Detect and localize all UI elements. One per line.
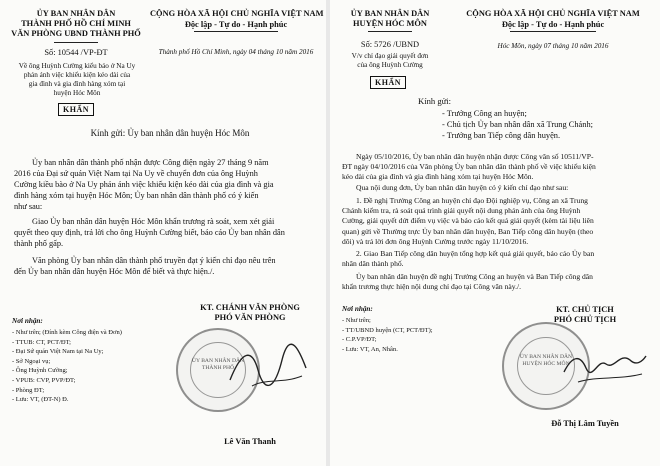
recipient-item: - C.P.VP/ĐT; bbox=[342, 336, 377, 344]
agency-line-1: ỦY BAN NHÂN DÂN bbox=[350, 9, 430, 18]
document-subject bbox=[334, 52, 446, 70]
agency-line-2: HUYỆN HÓC MÔN bbox=[353, 19, 427, 28]
body-line: thành phố gấp. bbox=[14, 239, 64, 248]
addressee-item: - Trưởng ban Tiếp công dân huyện. bbox=[442, 131, 561, 140]
signature-title: KT. CHỦ TỊCH bbox=[556, 305, 614, 314]
subject-line: của ông Huỳnh Cường bbox=[357, 61, 423, 69]
body-line: Cường, giải quyết dứt điểm vụ việc và báo cáo kết quả giải quyết (kèm tài liệu liên bbox=[342, 216, 594, 226]
subject-line: gia đình và gia đình hàng xóm tại bbox=[28, 80, 126, 88]
national-motto-title: CỘNG HÒA XÃ HỘI CHỦ NGHĨA VIỆT NAM bbox=[150, 9, 324, 18]
body-line: 1. Đề nghị Trưởng Công an huyện chỉ đạo Đội nghiệp vụ, Công an xã Trung bbox=[356, 196, 588, 205]
agency-line bbox=[6, 9, 146, 39]
recipients-title: Nơi nhận: bbox=[12, 317, 43, 325]
greeting-label: Kính gửi: bbox=[418, 96, 452, 106]
addressee-list bbox=[442, 108, 593, 141]
document-date: Hóc Môn, ngày 07 tháng 10 năm 2016 bbox=[497, 42, 609, 50]
body-line: Ủy ban nhân dân huyện đề nghị Trưởng Công an huyện và Ban Tiếp công dân bbox=[356, 272, 593, 281]
recipient-item: - Như trên; (Đính kèm Công điện và Đơn) bbox=[12, 329, 122, 336]
recipient-item: - Như trên; bbox=[342, 317, 371, 324]
body-paragraph-3 bbox=[342, 196, 654, 247]
recipient-item: - Sở Ngoại vụ; bbox=[12, 357, 51, 365]
body-paragraph-5 bbox=[342, 272, 654, 292]
document-number: Số: 5726 /UBND bbox=[360, 40, 420, 49]
recipient-item: - TTUB: CT, PCT/ĐT; bbox=[12, 338, 71, 346]
body-line: Ngày 05/10/2016, Ủy ban nhân dân huyện nhận được Công văn số 10511/VP- bbox=[356, 152, 594, 161]
national-motto-sub: Độc lập - Tự do - Hạnh phúc bbox=[184, 20, 288, 29]
body-line: nhân dân thành phố. bbox=[342, 259, 404, 269]
body-line: ĐT ngày 04/10/2016 của Văn phòng Ủy ban nhân dân thành phố về việc khiếu kiện bbox=[342, 162, 596, 172]
urgent-label: KHẨN bbox=[370, 76, 406, 89]
signature-subtitle: PHÓ CHỦ TỊCH bbox=[553, 315, 617, 324]
body-line: quan) gửi về Thường trực Ủy ban nhân dân huyện, Ban Tiếp công dân huyện (theo bbox=[342, 226, 594, 236]
signature-subtitle: PHÓ VĂN PHÒNG bbox=[214, 313, 286, 322]
stamp-text: ỦY BAN NHÂN DÂN bbox=[191, 358, 245, 364]
urgent-label: KHẨN bbox=[58, 103, 94, 116]
national-motto-sub: Độc lập - Tự do - Hạnh phúc bbox=[501, 20, 605, 29]
document-number: Số: 10544 /VP-ĐT bbox=[44, 48, 108, 57]
national-motto-title: CỘNG HÒA XÃ HỘI CHỦ NGHĨA VIỆT NAM bbox=[466, 9, 640, 18]
document-date: Thành phố Hồ Chí Minh, ngày 04 tháng 10 năm 2016 bbox=[158, 48, 314, 56]
document-right bbox=[330, 0, 660, 466]
addressee-item: - Trưởng Công an huyện; bbox=[442, 109, 527, 118]
body-line: Chánh kiểm tra, rà soát quá trình giải quyết nội dung phản ánh của ông Huỳnh bbox=[342, 206, 581, 216]
recipient-item: - Ông Huỳnh Cường; bbox=[12, 367, 68, 375]
recipient-item: - Lưu: VT, An, Nhân. bbox=[342, 345, 398, 353]
body-line: Ủy ban nhân dân thành phố nhận được Công điện ngày 27 tháng 9 năm bbox=[32, 158, 269, 167]
stamp-text: ỦY BAN NHÂN DÂN bbox=[519, 354, 573, 360]
body-paragraph-1 bbox=[14, 157, 314, 212]
handwritten-signature bbox=[222, 340, 312, 400]
body-line: 2. Giao Ban Tiếp công dân huyện tổng hợp kết quả giải quyết, báo cáo Ủy ban bbox=[356, 249, 595, 258]
recipients-list bbox=[342, 316, 433, 354]
body-line: Văn phòng Ủy ban nhân dân thành phố truyền đạt ý kiến chỉ đạo nêu trên bbox=[32, 256, 276, 265]
greeting: Kính gửi: Ủy ban nhân dân huyện Hóc Môn bbox=[90, 128, 250, 138]
recipients-list bbox=[12, 328, 122, 405]
body-paragraph-2 bbox=[342, 183, 654, 193]
body-line: khẩn trương thực hiện nội dung chỉ đạo tại Công văn này./. bbox=[342, 282, 521, 292]
body-line: quyết theo quy định, trả lời cho ông Huỳnh Cường biết, báo cáo Ủy ban nhân dân bbox=[14, 228, 285, 237]
body-paragraph-2 bbox=[14, 216, 314, 249]
agency-line-3: VĂN PHÒNG UBND THÀNH PHỐ bbox=[11, 29, 141, 38]
body-paragraph-1 bbox=[342, 152, 654, 183]
subject-line: phản ánh việc khiếu kiện kéo dài của bbox=[23, 71, 131, 79]
body-line: như sau: bbox=[14, 202, 43, 211]
stamp-text: THÀNH PHỐ bbox=[201, 365, 235, 371]
agency-underline bbox=[54, 42, 98, 43]
addressee-item: - Chủ tịch Ủy ban nhân dân xã Trung Chánh; bbox=[442, 120, 593, 129]
handwritten-signature bbox=[558, 338, 648, 394]
recipients-title: Nơi nhận: bbox=[342, 305, 373, 313]
body-line: dõi) và trả lời đơn ông Huỳnh Cường trước ngày 11/10/2016. bbox=[342, 236, 529, 246]
agency-line-1: ỦY BAN NHÂN DÂN bbox=[36, 9, 116, 18]
body-line: 2016 của Đại sứ quán Việt Nam tại Na Uy về chuyển đơn của ông Huỳnh bbox=[14, 169, 258, 178]
agency-underline bbox=[368, 31, 412, 32]
motto-underline bbox=[510, 31, 596, 32]
signature-title: KT. CHÁNH VĂN PHÒNG bbox=[200, 303, 300, 312]
recipient-item: - TT/UBND huyện (CT, PCT/ĐT); bbox=[342, 326, 433, 334]
body-line: kéo dài của gia đình và gia đình hàng xóm tại huyện Hóc Môn. bbox=[342, 172, 534, 182]
body-line: đến Ủy ban nhân dân huyện Hóc Môn để biết và thực hiện./. bbox=[14, 267, 215, 276]
recipient-item: - Phòng ĐT; bbox=[12, 386, 45, 394]
recipient-item: - Đại Sứ quán Việt Nam tại Na Uy; bbox=[12, 348, 104, 356]
subject-line: V/v chỉ đạo giải quyết đơn bbox=[351, 52, 429, 60]
body-line: Qua nội dung đơn, Ủy ban nhân dân huyện có ý kiến chỉ đạo như sau: bbox=[356, 183, 569, 192]
body-line: Giao Ủy ban nhân dân huyện Hóc Môn khẩn trương rà soát, xem xét giải bbox=[32, 217, 275, 226]
motto-underline bbox=[194, 31, 278, 32]
recipient-item: - VPUB: CVP, PVP/ĐT; bbox=[12, 376, 76, 384]
subject-line: huyện Hóc Môn bbox=[53, 89, 101, 97]
body-paragraph-3 bbox=[14, 255, 314, 277]
signer-name: Lê Văn Thanh bbox=[224, 437, 276, 446]
agency-block bbox=[334, 9, 446, 29]
subject-line: Về ông Huỳnh Cường kiểu báo ở Na Uy bbox=[18, 62, 136, 70]
body-line: đình hàng xóm tại huyện Hóc Môn; Ủy ban nhân dân thành phố có ý kiến bbox=[14, 191, 259, 200]
body-line: Cường kiều bào ở Na Uy phản ánh việc khiếu kiện kéo dài của gia đình và gia bbox=[14, 180, 274, 189]
document-subject bbox=[4, 62, 150, 98]
recipient-item: - Lưu: VT, (ĐT-N) Đ. bbox=[12, 396, 69, 404]
stamp-text: HUYỆN HÓC MÔN bbox=[522, 361, 570, 367]
agency-line-2: THÀNH PHỐ HỒ CHÍ MINH bbox=[21, 19, 131, 28]
document-left bbox=[0, 0, 326, 466]
body-paragraph-4 bbox=[342, 249, 654, 269]
signer-name: Đỗ Thị Lâm Tuyền bbox=[551, 419, 619, 428]
